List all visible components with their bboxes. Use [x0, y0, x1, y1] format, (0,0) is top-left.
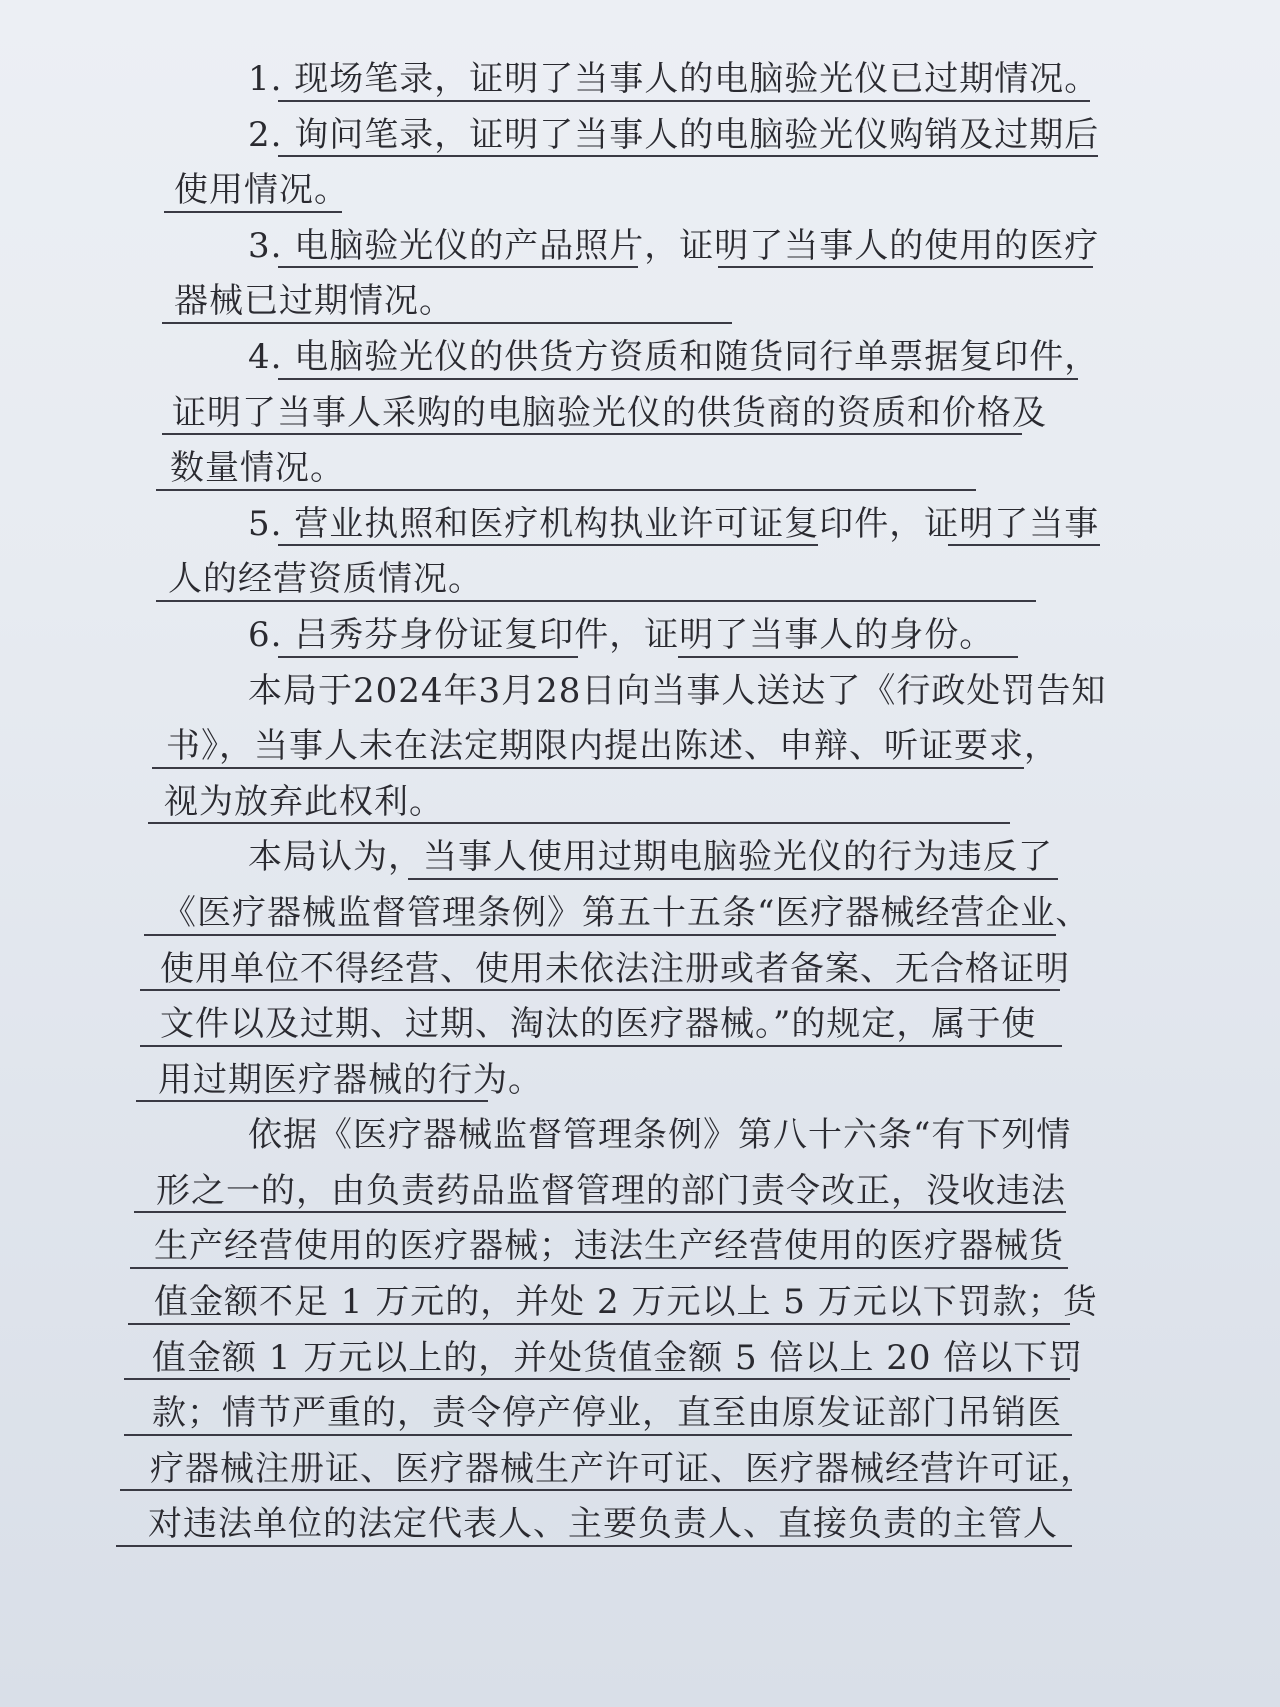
handwritten-underline: [164, 211, 342, 213]
handwritten-underline: [678, 656, 1018, 658]
handwritten-underline: [130, 1267, 1068, 1269]
text-line: [162, 886, 1160, 942]
text-line: [164, 775, 1160, 831]
text-line-content: 疗器械注册证、医疗器械生产许可证、医疗器械经营许可证，: [150, 1448, 1095, 1489]
text-line-content: 用过期医疗器械的行为。: [158, 1059, 543, 1100]
handwritten-underline: [162, 322, 732, 324]
text-line: [168, 552, 1160, 608]
handwritten-underline: [152, 767, 1024, 769]
handwritten-underline: [128, 1323, 1070, 1325]
text-line-content: 器械已过期情况。: [174, 281, 454, 322]
text-line: [160, 997, 1160, 1053]
text-line: [178, 52, 1160, 108]
handwritten-underline: [136, 1100, 488, 1102]
text-line: [178, 108, 1160, 164]
text-line-content: 值金额不足 1 万元的，并处 2 万元以上 5 万元以下罚款；货: [154, 1282, 1098, 1323]
text-line-content: 值金额 1 万元以上的，并处货值金额 5 倍以上 20 倍以下罚: [152, 1337, 1084, 1378]
text-line-content: 文件以及过期、过期、淘汰的医疗器械。”的规定，属于使: [160, 1004, 1037, 1045]
text-line-content: 3. 电脑验光仪的产品照片，证明了当事人的使用的医疗: [248, 225, 1100, 266]
handwritten-underline: [718, 266, 1093, 268]
text-line: [174, 274, 1160, 330]
handwritten-underline: [278, 155, 1098, 157]
text-line: [160, 942, 1160, 998]
handwritten-underline: [278, 656, 578, 658]
handwritten-underline: [278, 378, 1078, 380]
text-line: [178, 1108, 1160, 1164]
text-line-content: 6. 吕秀芬身份证复印件，证明了当事人的身份。: [248, 614, 995, 655]
text-line-content: 2. 询问笔录，证明了当事人的电脑验光仪购销及过期后: [248, 114, 1100, 155]
handwritten-underline: [124, 1434, 1072, 1436]
text-line: [156, 1164, 1160, 1220]
handwritten-underline: [144, 934, 1056, 936]
text-line: [166, 719, 1160, 775]
text-line-content: 人的经营资质情况。: [168, 559, 483, 600]
handwritten-underline: [124, 1378, 1070, 1380]
text-line-content: 生产经营使用的医疗器械；违法生产经营使用的医疗器械货: [154, 1226, 1064, 1267]
handwritten-underline: [162, 433, 1022, 435]
text-line: [158, 1053, 1160, 1109]
handwritten-underline: [278, 544, 818, 546]
text-line-content: 5. 营业执照和医疗机构执业许可证复印件，证明了当事: [248, 503, 1100, 544]
text-line-content: 使用单位不得经营、使用未依法注册或者备案、无合格证明: [160, 948, 1070, 989]
handwritten-underline: [134, 1211, 1066, 1213]
handwritten-underline: [408, 878, 1058, 880]
text-line-content: 对违法单位的法定代表人、主要负责人、直接负责的主管人: [148, 1504, 1058, 1545]
handwritten-underline: [156, 600, 1036, 602]
handwritten-underline: [278, 266, 638, 268]
text-line: [150, 1442, 1160, 1498]
text-line-content: 使用情况。: [174, 170, 349, 211]
text-line: [178, 497, 1160, 553]
handwritten-underline: [278, 100, 1090, 102]
handwritten-underline: [140, 989, 1060, 991]
handwritten-underline: [116, 1545, 1072, 1547]
text-line-content: 4. 电脑验光仪的供货方资质和随货同行单票据复印件，: [248, 336, 1100, 377]
text-line: [178, 830, 1160, 886]
text-line: [174, 163, 1160, 219]
text-line: [178, 330, 1160, 386]
text-line: [170, 441, 1160, 497]
handwritten-underline: [120, 1489, 1072, 1491]
text-line: [152, 1386, 1160, 1442]
text-line-content: 《医疗器械监督管理条例》第五十五条“医疗器械经营企业、: [162, 892, 1091, 933]
text-line-content: 1. 现场笔录，证明了当事人的电脑验光仪已过期情况。: [248, 59, 1100, 99]
text-line-content: 依据《医疗器械监督管理条例》第八十六条“有下列情: [248, 1115, 1072, 1156]
text-line: [154, 1275, 1160, 1331]
handwritten-underline: [948, 544, 1100, 546]
text-line-content: 款；情节严重的，责令停产停业，直至由原发证部门吊销医: [152, 1393, 1062, 1434]
handwritten-underline: [156, 489, 976, 491]
text-line: [152, 1331, 1160, 1387]
text-line: [148, 1497, 1160, 1553]
text-line-content: 形之一的，由负责药品监督管理的部门责令改正，没收违法: [156, 1170, 1066, 1211]
text-line-content: 本局认为，当事人使用过期电脑验光仪的行为违反了: [248, 837, 1053, 878]
text-line: [154, 1219, 1160, 1275]
text-line-content: 书》，当事人未在法定期限内提出陈述、申辩、听证要求，: [166, 726, 1059, 767]
text-line: [172, 386, 1160, 442]
text-line: [178, 219, 1160, 275]
text-line-content: 视为放弃此权利。: [164, 781, 444, 822]
handwritten-underline: [140, 1045, 1062, 1047]
text-line: [178, 664, 1160, 720]
text-line-content: 数量情况。: [170, 448, 345, 489]
text-line: [178, 608, 1160, 664]
handwritten-underline: [148, 822, 1010, 824]
text-line-content: 本局于2024年3月28日向当事人送达了《行政处罚告知: [248, 670, 1107, 711]
text-line-content: 证明了当事人采购的电脑验光仪的供货商的资质和价格及: [172, 392, 1047, 433]
